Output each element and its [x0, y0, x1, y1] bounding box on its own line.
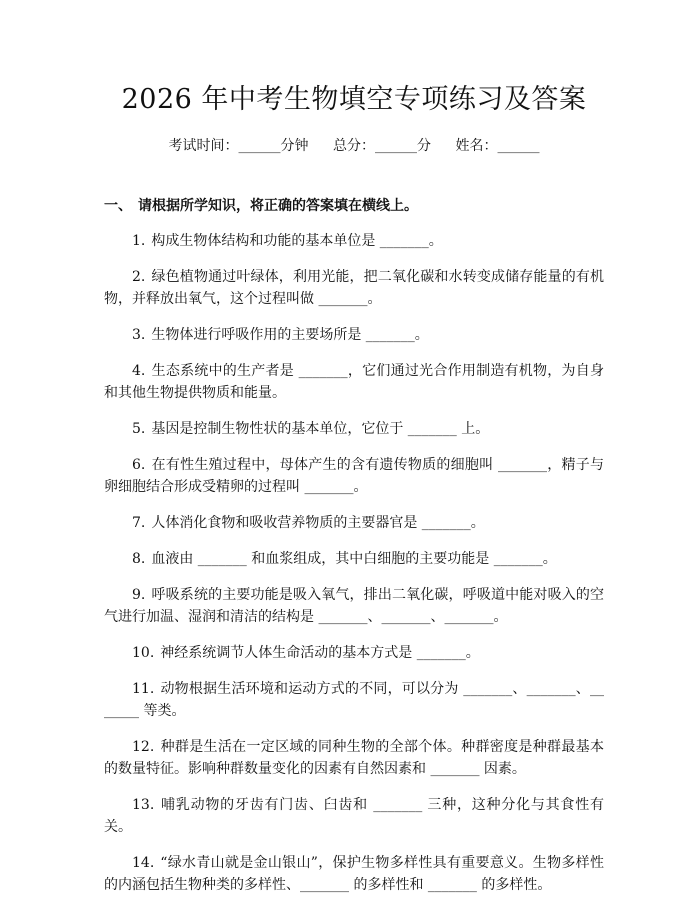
- student-name-field: 姓名：______: [455, 138, 540, 154]
- question-text: 人体消化食物和吸收营养物质的主要器官是 _______。: [151, 515, 485, 531]
- question-text: 绿色植物通过叶绿体，利用光能，把二氧化碳和水转变成储存能量的有机物，并释放出氧气，这个过程叫做 _______。: [104, 269, 604, 307]
- question-number: 2.: [132, 269, 146, 285]
- question-item: [104, 454, 604, 498]
- question-item: [104, 642, 604, 664]
- question-number: 8.: [132, 551, 146, 567]
- question-item: [104, 512, 604, 534]
- question-text: 生态系统中的生产者是 _______，它们通过光合作用制造有机物，为自身和其他生物提供物质和能量。: [104, 363, 604, 401]
- exam-time-field: 考试时间：______分钟: [168, 138, 309, 154]
- question-text: 动物根据生活环境和运动方式的不同，可以分为 _______、_______、_______ 等类。: [104, 681, 604, 719]
- question-text: 血液由 _______ 和血浆组成，其中白细胞的主要功能是 _______。: [151, 551, 557, 567]
- question-number: 14.: [132, 855, 155, 871]
- question-item: [104, 678, 604, 722]
- question-list: [104, 230, 604, 896]
- section-instruction: 请根据所学知识，将正确的答案填在横线上。: [138, 198, 418, 214]
- question-item: [104, 230, 604, 252]
- question-number: 12.: [132, 739, 155, 755]
- question-item: [104, 794, 604, 838]
- question-item: [104, 324, 604, 346]
- question-text: 构成生物体结构和功能的基本单位是 _______。: [151, 233, 443, 249]
- section-number: 一、: [104, 198, 132, 214]
- question-item: [104, 418, 604, 440]
- question-number: 9.: [132, 587, 146, 603]
- question-text: 种群是生活在一定区域的同种生物的全部个体。种群密度是种群最基本的数量特征。影响种群数量变化的因素有自然因素和 _______ 因素。: [104, 739, 604, 777]
- exam-meta: [104, 136, 604, 156]
- question-number: 5.: [132, 421, 146, 437]
- page-title: 2026 年中考生物填空专项练习及答案: [121, 84, 587, 115]
- question-number: 1.: [132, 233, 146, 249]
- question-number: 4.: [132, 363, 146, 379]
- question-item: [104, 266, 604, 310]
- question-item: [104, 548, 604, 570]
- question-number: 6.: [132, 457, 146, 473]
- question-number: 3.: [132, 327, 146, 343]
- question-text: “绿水青山就是金山银山”，保护生物多样性具有重要意义。生物多样性的内涵包括生物种类的多样性、_______ 的多样性和 _______ 的多样性。: [104, 855, 604, 893]
- question-number: 13.: [132, 797, 155, 813]
- question-item: [104, 736, 604, 780]
- question-number: 7.: [132, 515, 146, 531]
- section-heading: [104, 196, 604, 216]
- question-item: [104, 852, 604, 896]
- question-number: 10.: [132, 645, 155, 661]
- question-text: 基因是控制生物性状的基本单位，它位于 _______ 上。: [151, 421, 490, 437]
- total-score-field: 总分：______分: [333, 138, 431, 154]
- question-text: 在有性生殖过程中，母体产生的含有遗传物质的细胞叫 _______，精子与卵细胞结合形成受精卵的过程叫 _______。: [104, 457, 604, 495]
- question-text: 生物体进行呼吸作用的主要场所是 _______。: [151, 327, 429, 343]
- question-item: [104, 360, 604, 404]
- question-text: 哺乳动物的牙齿有门齿、臼齿和 _______ 三种，这种分化与其食性有关。: [104, 797, 604, 835]
- question-text: 呼吸系统的主要功能是吸入氧气，排出二氧化碳，呼吸道中能对吸入的空气进行加温、湿润和清洁的结构是 _______、_______、_______。: [104, 587, 604, 625]
- question-item: [104, 584, 604, 628]
- question-text: 神经系统调节人体生命活动的基本方式是 _______。: [160, 645, 480, 661]
- question-number: 11.: [132, 681, 155, 697]
